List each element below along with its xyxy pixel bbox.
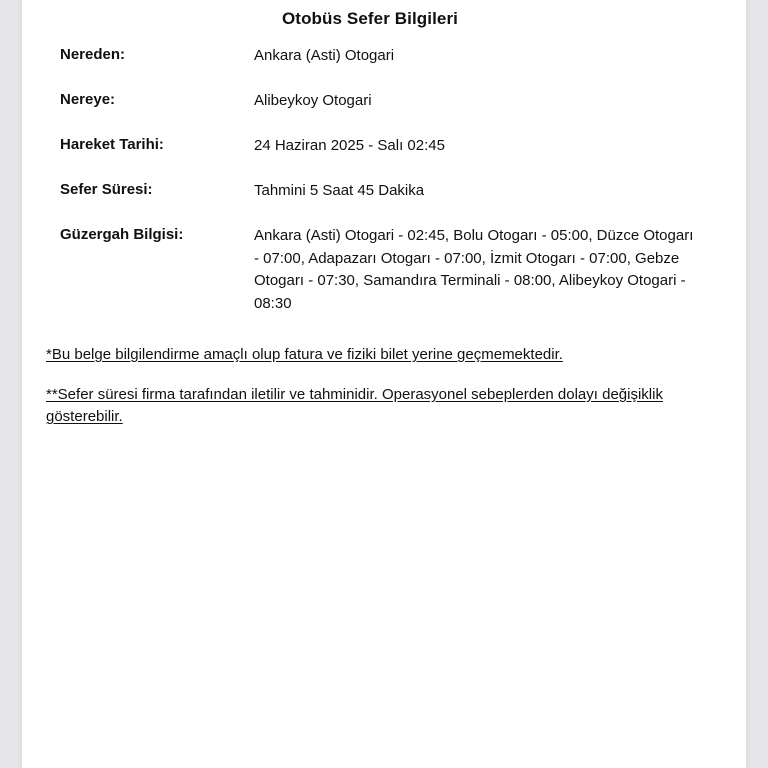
disclaimer-note: *Bu belge bilgilendirme amaçlı olup fatura ve fiziki bilet yerine geçmemektedir. — [46, 346, 563, 363]
page-title: Otobüs Sefer Bilgileri — [281, 9, 458, 28]
to-label: Nereye: — [60, 91, 116, 108]
document-page — [22, 0, 746, 768]
departure-date-value: 24 Haziran 2025 - Salı 02:45 — [254, 137, 445, 154]
duration-note: **Sefer süresi firma tarafından iletilir ve tahminidir. Operasyonel sebeplerden dolayı değişiklik gösterebilir. — [46, 386, 663, 425]
from-label: Nereden: — [60, 46, 126, 63]
to-value: Alibeykoy Otogari — [254, 92, 372, 109]
trip-duration-value: Tahmini 5 Saat 45 Dakika — [254, 182, 425, 199]
from-value: Ankara (Asti) Otogari — [254, 47, 395, 64]
route-info-value: Ankara (Asti) Otogari - 02:45, Bolu Otogarı - 05:00, Düzce Otogarı - 07:00, Adapazarı Otogarı - 07:00, İzmit Otogarı - 07:00, Gebze Otogarı - 07:30, Samandıra Terminali - 08:00, Alibeykoy Otogari - 08:30 — [254, 227, 694, 312]
departure-date-label: Hareket Tarihi: — [60, 136, 164, 153]
route-info-label: Güzergah Bilgisi: — [60, 226, 184, 243]
trip-duration-label: Sefer Süresi: — [60, 181, 153, 198]
